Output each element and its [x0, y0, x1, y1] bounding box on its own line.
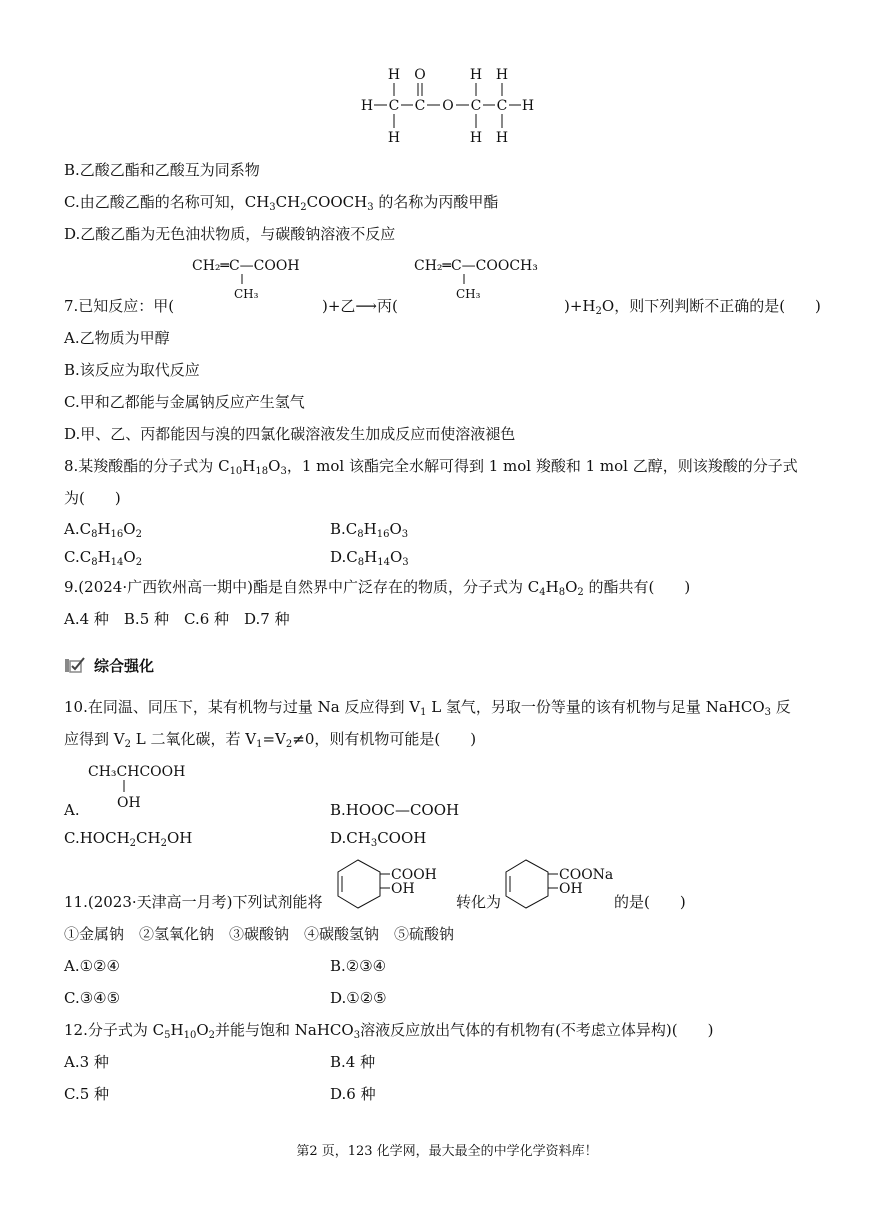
svg-text:H: H [360, 98, 374, 114]
section-header [64, 654, 154, 676]
q7-stem-end: )$+H_2O$，则下列判断不正确的是( ) [564, 297, 821, 317]
svg-text:H: H [387, 130, 401, 146]
ethyl-acetate-structure [350, 62, 550, 150]
q9-stem: 9.(2024·广西钦州高一期中)酯是自然界中广泛存在的物质，分子式为 $C_4H_8O_2$ 的酯共有( ) [64, 578, 691, 598]
q11-stem: 11.(2023·天津高一月考)下列试剂能将 [64, 893, 323, 911]
q10-option-d: $D.CH_3COOH$ [330, 829, 427, 849]
svg-text:OH: OH [559, 881, 583, 897]
q8-option-b: $B.C_8H_{16}O_3$ [330, 520, 409, 540]
q12-option-d: D.6 种 [330, 1085, 376, 1103]
q7-option-d: D.甲、乙、丙都能因与溴的四氯化碳溶液发生加成反应而使溶液褪色 [64, 425, 516, 443]
q10-option-c: $C.HOCH_2CH_2OH$ [64, 829, 193, 849]
q8-option-a: $A.C_8H_{16}O_2$ [64, 520, 142, 540]
q11-option-b: B.②③④ [330, 957, 387, 975]
q11-stem-end: 的是( ) [614, 893, 686, 911]
q11-option-d: D.①②⑤ [330, 989, 387, 1007]
q11-option-a: A.①②④ [64, 957, 120, 975]
q12-stem: 12.分子式为 $C_5H_{10}O_2$并能与饱和 NaHCO$_3$溶液反应放出气体的有机物有(不考虑立体异构)( ) [64, 1021, 714, 1041]
svg-text:C: C [496, 98, 508, 114]
q7-option-b: B.该反应为取代反应 [64, 361, 200, 379]
svg-text:CH₂═C—COOCH₃: CH₂═C—COOCH₃ [414, 258, 538, 274]
svg-text:H: H [495, 130, 509, 146]
q12-option-a: A.3 种 [64, 1053, 109, 1071]
q7-option-c: C.甲和乙都能与金属钠反应产生氢气 [64, 393, 305, 411]
svg-text:C: C [414, 98, 426, 114]
q7-option-a: A.乙物质为甲醇 [64, 329, 170, 347]
q11-stem-mid: 转化为 [456, 893, 502, 911]
q11-reagents: ①金属钠 ②氢氧化钠 ③碳酸钠 ④碳酸氢钠 ⑤硫酸钠 [64, 925, 455, 943]
reaction-arrow-icon: ⟶ [355, 297, 377, 315]
q8-option-c: $C.C_8H_{14}O_2$ [64, 548, 143, 568]
q11-option-c: C.③④⑤ [64, 989, 121, 1007]
methacrylic-acid-structure [190, 254, 330, 304]
svg-text:CH₃: CH₃ [456, 287, 481, 301]
svg-text:O: O [442, 98, 454, 114]
svg-text:C: C [388, 98, 400, 114]
svg-text:H: H [495, 67, 509, 83]
q10-stem-line2: 应得到 $V_2$ L 二氧化碳，若 $V_1=V_2\ne 0$，则有机物可能是( ) [64, 730, 477, 750]
svg-text:COOH: COOH [391, 867, 437, 883]
svg-text:H: H [469, 130, 483, 146]
q10-stem: 10.在同温、同压下，某有机物与过量 Na 反应得到 $V_1$ L 氢气，另取一份等量的该有机物与足量 NaHCO$_3$ 反 [64, 698, 791, 718]
cyclohexene-hydroxy-acid-structure [336, 856, 446, 920]
svg-text:CH₃CHCOOH: CH₃CHCOOH [88, 764, 186, 780]
svg-text:CH₂═C—COOH: CH₂═C—COOH [192, 258, 300, 274]
methyl-methacrylate-structure [412, 254, 562, 304]
q7-stem: 7.已知反应：甲( [64, 297, 175, 315]
lactic-acid-structure [86, 760, 206, 810]
q9-options: A.4 种 B.5 种 C.6 种 D.7 种 [64, 610, 290, 628]
svg-text:OH: OH [117, 795, 141, 810]
q6-option-c: C.由乙酸乙酯的名称可知，$CH_3CH_2COOCH_3$ 的名称为丙酸甲酯 [64, 193, 499, 213]
svg-text:H: H [521, 98, 535, 114]
q8-option-d: $D.C_8H_{14}O_3$ [330, 548, 409, 568]
q7-stem-mid: )+乙⟶丙( [322, 297, 398, 315]
svg-text:COONa: COONa [559, 867, 614, 883]
q12-option-c: C.5 种 [64, 1085, 110, 1103]
svg-text:CH₃: CH₃ [234, 287, 259, 301]
q8-stem-line2: 为( ) [64, 489, 121, 507]
q10-option-a: A. [64, 801, 80, 819]
page-footer: 第2 页，123 化学网，最大最全的中学化学资料库！ [296, 1144, 598, 1159]
svg-text:O: O [414, 67, 426, 83]
svg-text:OH: OH [391, 881, 415, 897]
section-title: 综合强化 [94, 656, 155, 675]
q12-option-b: B.4 种 [330, 1053, 376, 1071]
svg-text:C: C [470, 98, 482, 114]
q6-option-b: B.乙酸乙酯和乙酸互为同系物 [64, 161, 260, 179]
cyclohexene-hydroxy-carboxylate-structure [504, 856, 614, 920]
checklist-icon [64, 656, 86, 674]
q6-option-d: D.乙酸乙酯为无色油状物质，与碳酸钠溶液不反应 [64, 225, 396, 243]
svg-text:H: H [469, 67, 483, 83]
svg-text:H: H [387, 67, 401, 83]
q8-stem: 8.某羧酸酯的分子式为 $C_{10}H_{18}O_3$，1 mol 该酯完全水解可得到 1 mol 羧酸和 1 mol 乙醇，则该羧酸的分子式 [64, 457, 798, 477]
q10-option-b: B.HOOC—COOH [330, 801, 460, 819]
